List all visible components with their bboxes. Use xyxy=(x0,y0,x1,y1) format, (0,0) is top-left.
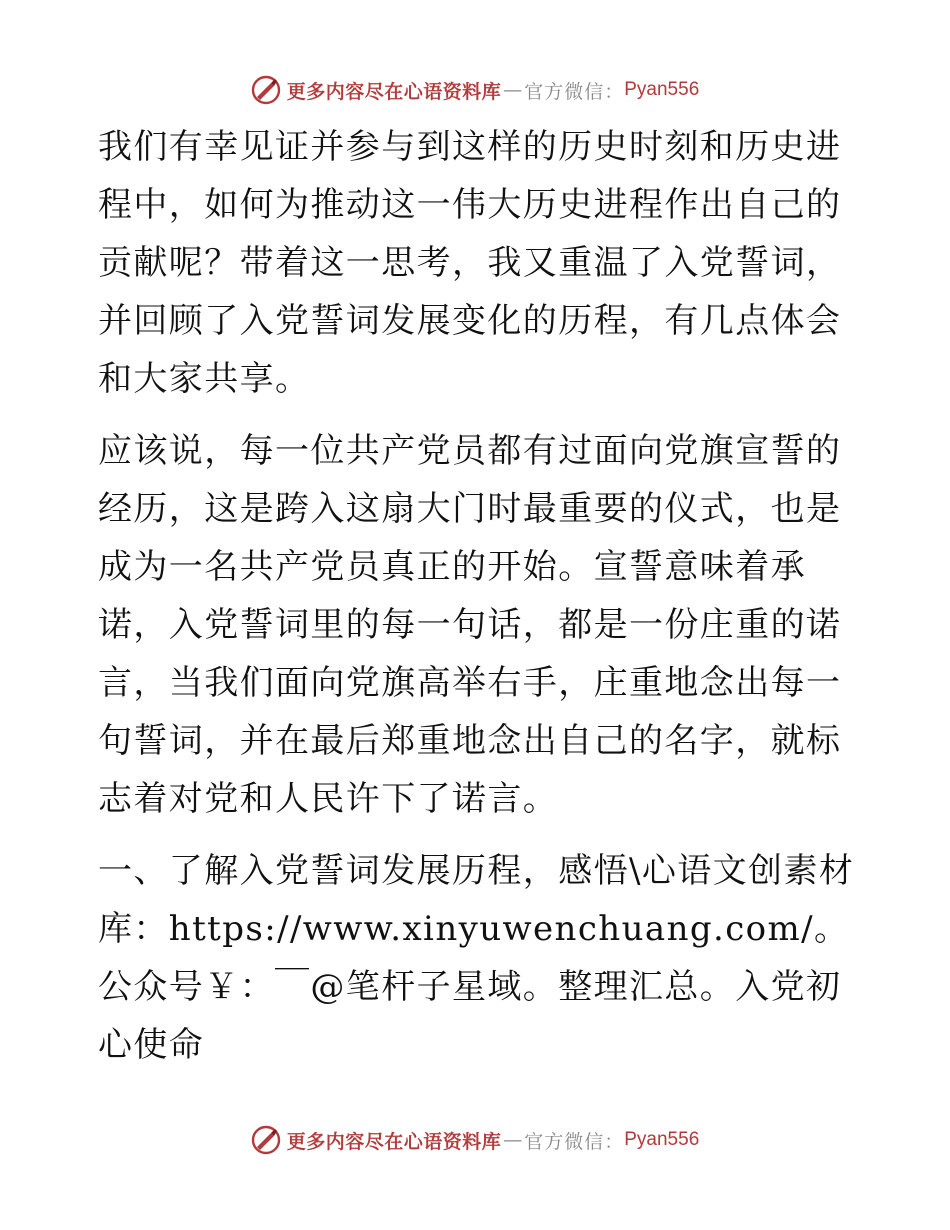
header-separator: — xyxy=(503,79,523,101)
footer-wechat-label: 官方微信： xyxy=(524,1130,625,1153)
paragraph-2: 应该说，每一位共产党员都有过面向党旗宣誓的经历，这是跨入这扇大门时最重要的仪式，也是成为一名共产党员真正的开始。宣誓意味着承诺，入党誓词里的每一句话，都是一份庄重的诺言，当我们面向党旗高举右手，庄重地念出每一句誓词，并在最后郑重地念出自己的名字，就标志着对党和人民许下了诺言。 xyxy=(98,431,842,819)
footer-separator: — xyxy=(503,1129,523,1151)
header-wechat-id: Pyan556 xyxy=(624,79,700,100)
pen-logo-icon xyxy=(251,1125,281,1155)
footer-wechat-id: Pyan556 xyxy=(624,1129,700,1150)
pen-logo-icon xyxy=(251,75,281,105)
paragraph-1: 我们有幸见证并参与到这样的历史时刻和历史进程中，如何为推动这一伟大历史进程作出自己的贡献呢？带着这一思考，我又重温了入党誓词，并回顾了入党誓词发展变化的历程，有几点体会和大家共享。 xyxy=(98,127,842,399)
header-wechat-label: 官方微信： xyxy=(524,80,625,103)
footer-site-text: 更多内容尽在心语资料库 xyxy=(286,1130,502,1153)
footer-banner xyxy=(0,1120,950,1160)
header-banner xyxy=(0,70,950,110)
document-body xyxy=(98,118,858,1088)
header-site-text: 更多内容尽在心语资料库 xyxy=(286,80,502,103)
paragraph-3: 一、了解入党誓词发展历程，感悟\心语文创素材库：https://www.xinyuwenchuang.com/。公众号￥：￣@笔杆子星域。整理汇总。入党初心使命 xyxy=(98,851,855,1065)
